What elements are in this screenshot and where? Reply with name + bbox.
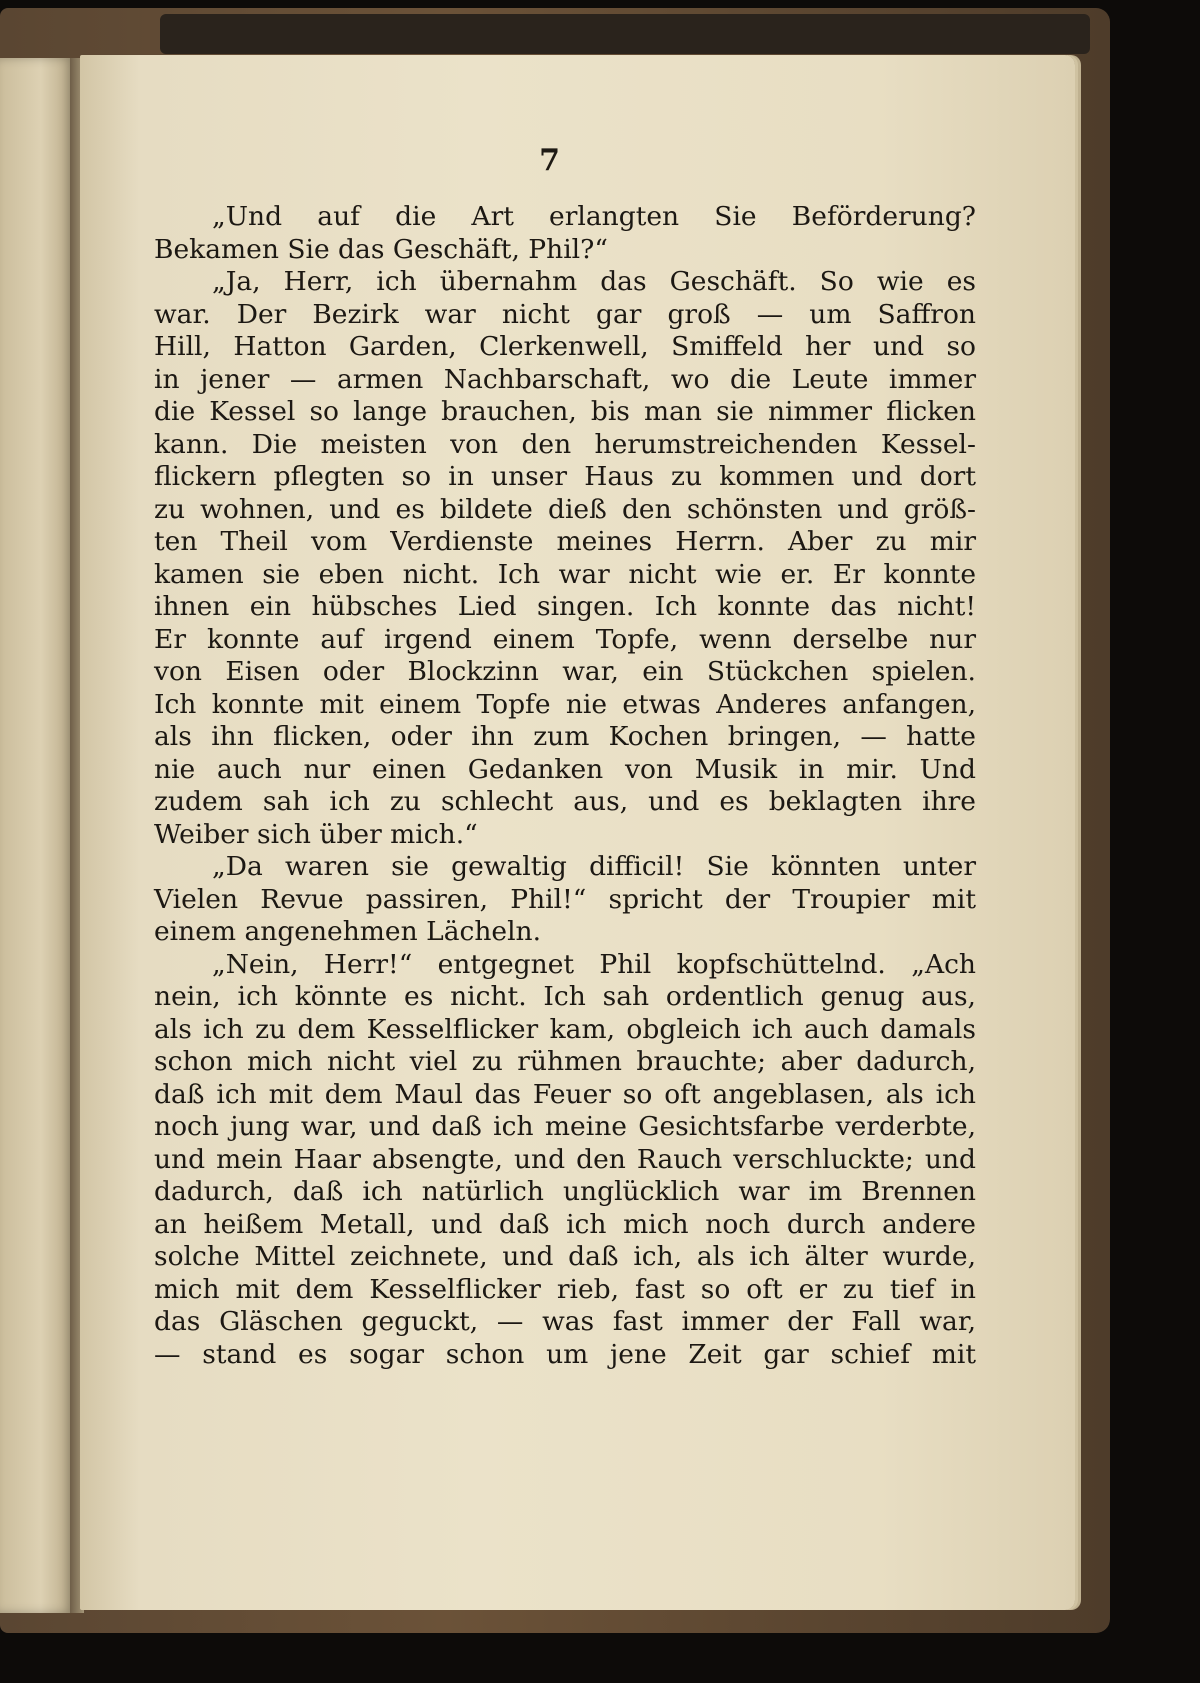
text-line: als ich zu dem Kesselflicker kam, obgleich ich auch damals: [154, 1013, 976, 1045]
left-page-edge: [0, 58, 74, 1613]
page-number: 7: [539, 143, 560, 178]
text-line: zu wohnen, und es bildete dieß den schönsten und größ-: [154, 493, 976, 525]
text-line: kann. Die meisten von den herumstreichenden Kessel-: [154, 428, 976, 460]
text-line: als ihn flicken, oder ihn zum Kochen bringen, — hatte: [154, 721, 976, 752]
text-line: dadurch, daß ich natürlich unglücklich war im Brennen: [154, 1176, 976, 1207]
text-line: Hill, Hatton Garden, Clerkenwell, Smiffeld her und so: [154, 331, 976, 362]
text-line: „Und auf die Art erlangten Sie Beförderung?: [212, 201, 976, 232]
text-line: Bekamen Sie das Geschäft, Phil?“: [154, 233, 608, 265]
text-line: — stand es sogar schon um jene Zeit gar schief mit: [154, 1338, 976, 1370]
text-line: war. Der Bezirk war nicht gar groß — um Saffron: [154, 298, 976, 330]
text-line: die Kessel so lange brauchen, bis man sie nimmer flicken: [154, 396, 976, 427]
text-line: und mein Haar absengte, und den Rauch verschluckte; und: [154, 1143, 976, 1175]
text-line: nein, ich könnte es nicht. Ich sah ordentlich genug aus,: [154, 981, 976, 1012]
text-line: daß ich mit dem Maul das Feuer so oft angeblasen, als ich: [154, 1078, 976, 1110]
text-line: Vielen Revue passiren, Phil!“ spricht der Troupier mit: [154, 883, 976, 915]
book-spine-edge: [160, 14, 1090, 54]
text-line: „Ja, Herr, ich übernahm das Geschäft. So wie es: [212, 266, 976, 297]
text-line: Ich konnte mit einem Topfe nie etwas Anderes anfangen,: [154, 688, 976, 720]
text-line: in jener — armen Nachbarschaft, wo die Leute immer: [154, 363, 976, 395]
text-line: flickern pflegten so in unser Haus zu kommen und dort: [154, 461, 976, 492]
text-line: von Eisen oder Blockzinn war, ein Stückchen spielen.: [154, 656, 976, 687]
text-line: Weiber sich über mich.“: [154, 818, 478, 850]
text-line: kamen sie eben nicht. Ich war nicht wie er. Er konnte: [154, 558, 976, 590]
text-line: einem angenehmen Lächeln.: [154, 916, 542, 947]
text-line: noch jung war, und daß ich meine Gesichtsfarbe verderbte,: [154, 1111, 976, 1142]
text-line: zudem sah ich zu schlecht aus, und es beklagten ihre: [154, 786, 976, 817]
text-line: ihnen ein hübsches Lied singen. Ich konnte das nicht!: [154, 591, 976, 622]
body-text: [154, 201, 976, 1371]
text-line: ten Theil vom Verdienste meines Herrn. Aber zu mir: [154, 526, 976, 557]
text-line: solche Mittel zeichnete, und daß ich, als ich älter wurde,: [154, 1241, 976, 1272]
right-page: [80, 55, 1075, 1610]
text-line: Er konnte auf irgend einem Topfe, wenn derselbe nur: [154, 623, 976, 655]
text-line: „Da waren sie gewaltig difficil! Sie könnten unter: [212, 851, 976, 882]
text-line: das Gläschen geguckt, — was fast immer der Fall war,: [154, 1306, 976, 1337]
text-line: mich mit dem Kesselflicker rieb, fast so oft er zu tief in: [154, 1273, 976, 1305]
text-line: an heißem Metall, und daß ich mich noch durch andere: [154, 1208, 976, 1240]
text-line: nie auch nur einen Gedanken von Musik in mir. Und: [154, 753, 976, 785]
text-line: schon mich nicht viel zu rühmen brauchte; aber dadurch,: [154, 1046, 976, 1077]
text-line: „Nein, Herr!“ entgegnet Phil kopfschüttelnd. „Ach: [212, 948, 976, 980]
